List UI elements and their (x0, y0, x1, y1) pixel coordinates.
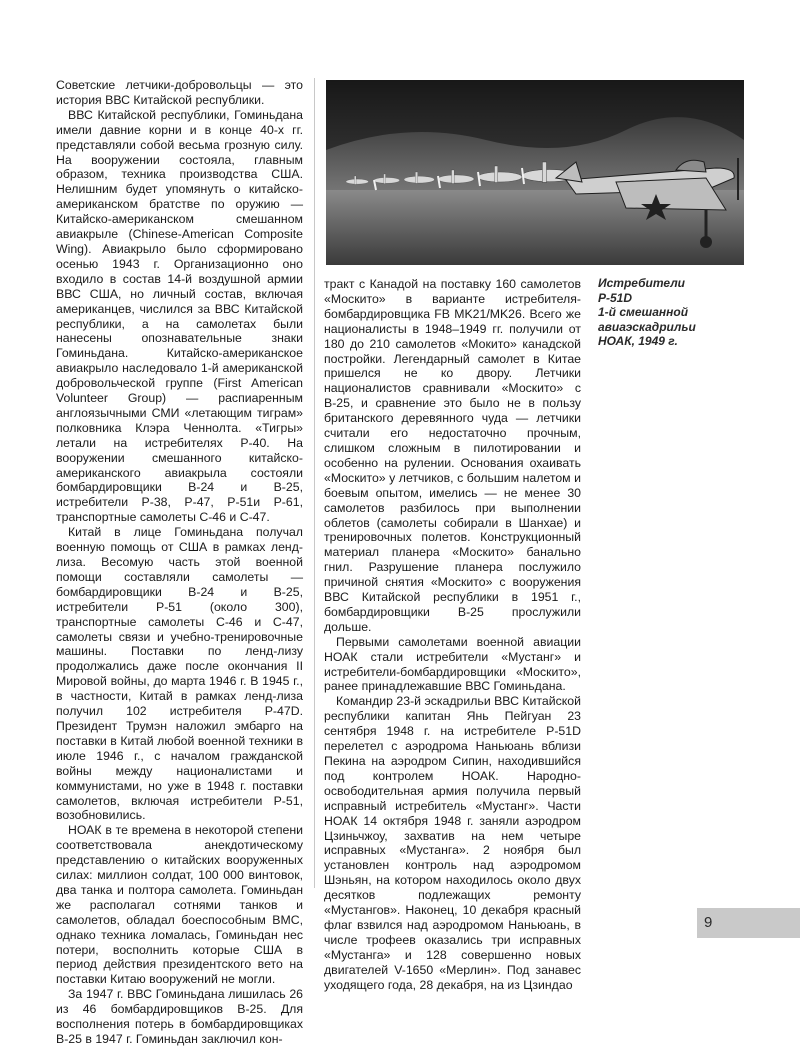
aircraft-photo (326, 80, 744, 265)
column-divider (314, 78, 315, 888)
left-text-column (56, 78, 303, 1047)
middle-text-column (324, 277, 581, 993)
page-number-tab (697, 908, 800, 938)
paragraph: Китай в лице Гоминьдана получал военную помощь от США в рамках ленд-лиза. Весомую часть этой военной помощи составляли самолеты — бомбардировщики В-24 и В-25, истребители Р-51 (около 300), транспортные самолеты С-46 и С-47, самолеты связи и учебно-тренировочные машины. Поставки по ленд-лизу продолжались даже после окончания II Мировой войны, до марта 1946 г. В 1945 г., в частности, Китай в рамках ленд-лиза получил 102 истребителя Р-47D. Президент Трумэн наложил эмбарго на поставки в Китай любой военной техники в июле 1946 г., с началом гражданской войны между националистами и коммунистами, но уже в 1948 г. поставки самолетов, включая истребители Р-51, возобновились. (56, 525, 303, 823)
page-number: 9 (704, 914, 713, 931)
paragraph: За 1947 г. ВВС Гоминьдана лишилась 26 из 46 бомбардировщиков В-25. Для восполнения потерь в бомбардировщиках В-25 в 1947 г. Гоминьдан заключил кон- (56, 987, 303, 1046)
paragraph: Советские летчики-добровольцы — это история ВВС Китайской республики. (56, 78, 303, 107)
paragraph: Командир 23-й эскадрильи ВВС Китайской республики капитан Янь Пейгуан 23 сентября 1948 г. на истребителе Р-51D перелетел с аэродрома Наньюань вблизи Пекина на аэродром Сипин, находившийся под контролем НОАК. Народно-освободительная армия получила первый исправный истребитель «Мустанг». Части НОАК 14 октября 1948 г. заняли аэродром Цзиньчжоу, захватив на нем четыре исправных «Мустанга». 2 ноября был установлен контроль над аэродромом Шэньян, на котором находилось около двух десятков подлежащих ремонту «Мустангов». Наконец, 10 декабря красный флаг взвился над аэродромом Наньюань, в числе трофеев оказались три исправных «Мустанга» и 128 совершенно новых двигателей V-1650 «Мерлин». Под занавес уходящего года, 28 декабря, на из Цзиндао (324, 694, 582, 992)
paragraph: тракт с Канадой на поставку 160 самолетов «Москито» в варианте истребителя-бомбардировщика FB MK21/MK26. Всего же националисты в 1948–1949 гг. получили от 180 до 210 самолетов «Мокито» канадской постройки. Легендарный самолет в Китае пришелся не ко двору. Летчики националистов сравнивали «Москито» с В-25, и сравнение это было не в пользу британского деревянного чуда — летчики считали его недостаточно прочным, слишком сложным в пилотировании и особенно на рулении. Основания охаивать «Москито» у летчиков, с большим налетом и боевым опытом, имелись — не менее 30 самолетов разбилось при выполнении облетов (самолеты собирали в Шанхае) и тренировочных полетов. Конструкционный материал планера «Москито» банально гнил. Разрушение планера послужило причиной снятия «Москито» с вооружения ВВС Китайской республики в 1951 г., бомбардировщики В-25 прослужили дольше. (324, 277, 581, 634)
paragraph: Первыми самолетами военной авиации НОАК стали истребители «Мустанг» и истребители-бомбардировщики «Москито», ранее принадлежавшие ВВС Гоминьдана. (324, 634, 581, 694)
photo-caption: Истребители Р-51D 1-й смешанной авиаэскадрильи НОАК, 1949 г. (598, 276, 696, 348)
photo-illustration (326, 80, 744, 265)
paragraph: ВВС Китайской республики, Гоминьдана имели давние корни и в конце 40-х гг. представляли собой весьма грозную силу. На вооружении состояла, главным образом, техника производства США. Нелишним будет упомянуть о китайско-американском братстве по оружию — Китайско-американском смешанном авиакрыле (Chinese-American Composite Wing). Авиакрыло было сформировано осенью 1943 г. Организационно оно входило в состав 14-й воздушной армии ВВС США, но личный состав, включая американцев, числился за ВВС Китайской республики, а на самолетах были нанесены опознавательные знаки Гоминьдана. Китайско-американское авиакрыло наследовало 1-й американской добровольческой группе (First American Volunteer Group) — распиаренным англоязычными СМИ «летающим тиграм» полковника Клэра Ченнолта. «Тигры» летали на истребителях Р-40. На вооружении смешанного китайско-американского авиакрыла состояли бомбардировщики В-24 и В-25, истребители Р-38, Р-47, Р-51и Р-61, транспортные самолеты С-46 и С-47. (56, 107, 303, 525)
paragraph: НОАК в те времена в некоторой степени соответствовала анекдотическому представлению о китайских вооруженных силах: миллион солдат, 100 000 винтовок, два танка и полтора самолета. Гоминьдан же располагал сотнями танков и самолетов, обладал боеспособным ВМС, однако техника ломалась, Гоминьдан нес потери, восполнить которые США в период действия президентского вето на поставки Китаю вооружений не могли. (56, 823, 303, 987)
